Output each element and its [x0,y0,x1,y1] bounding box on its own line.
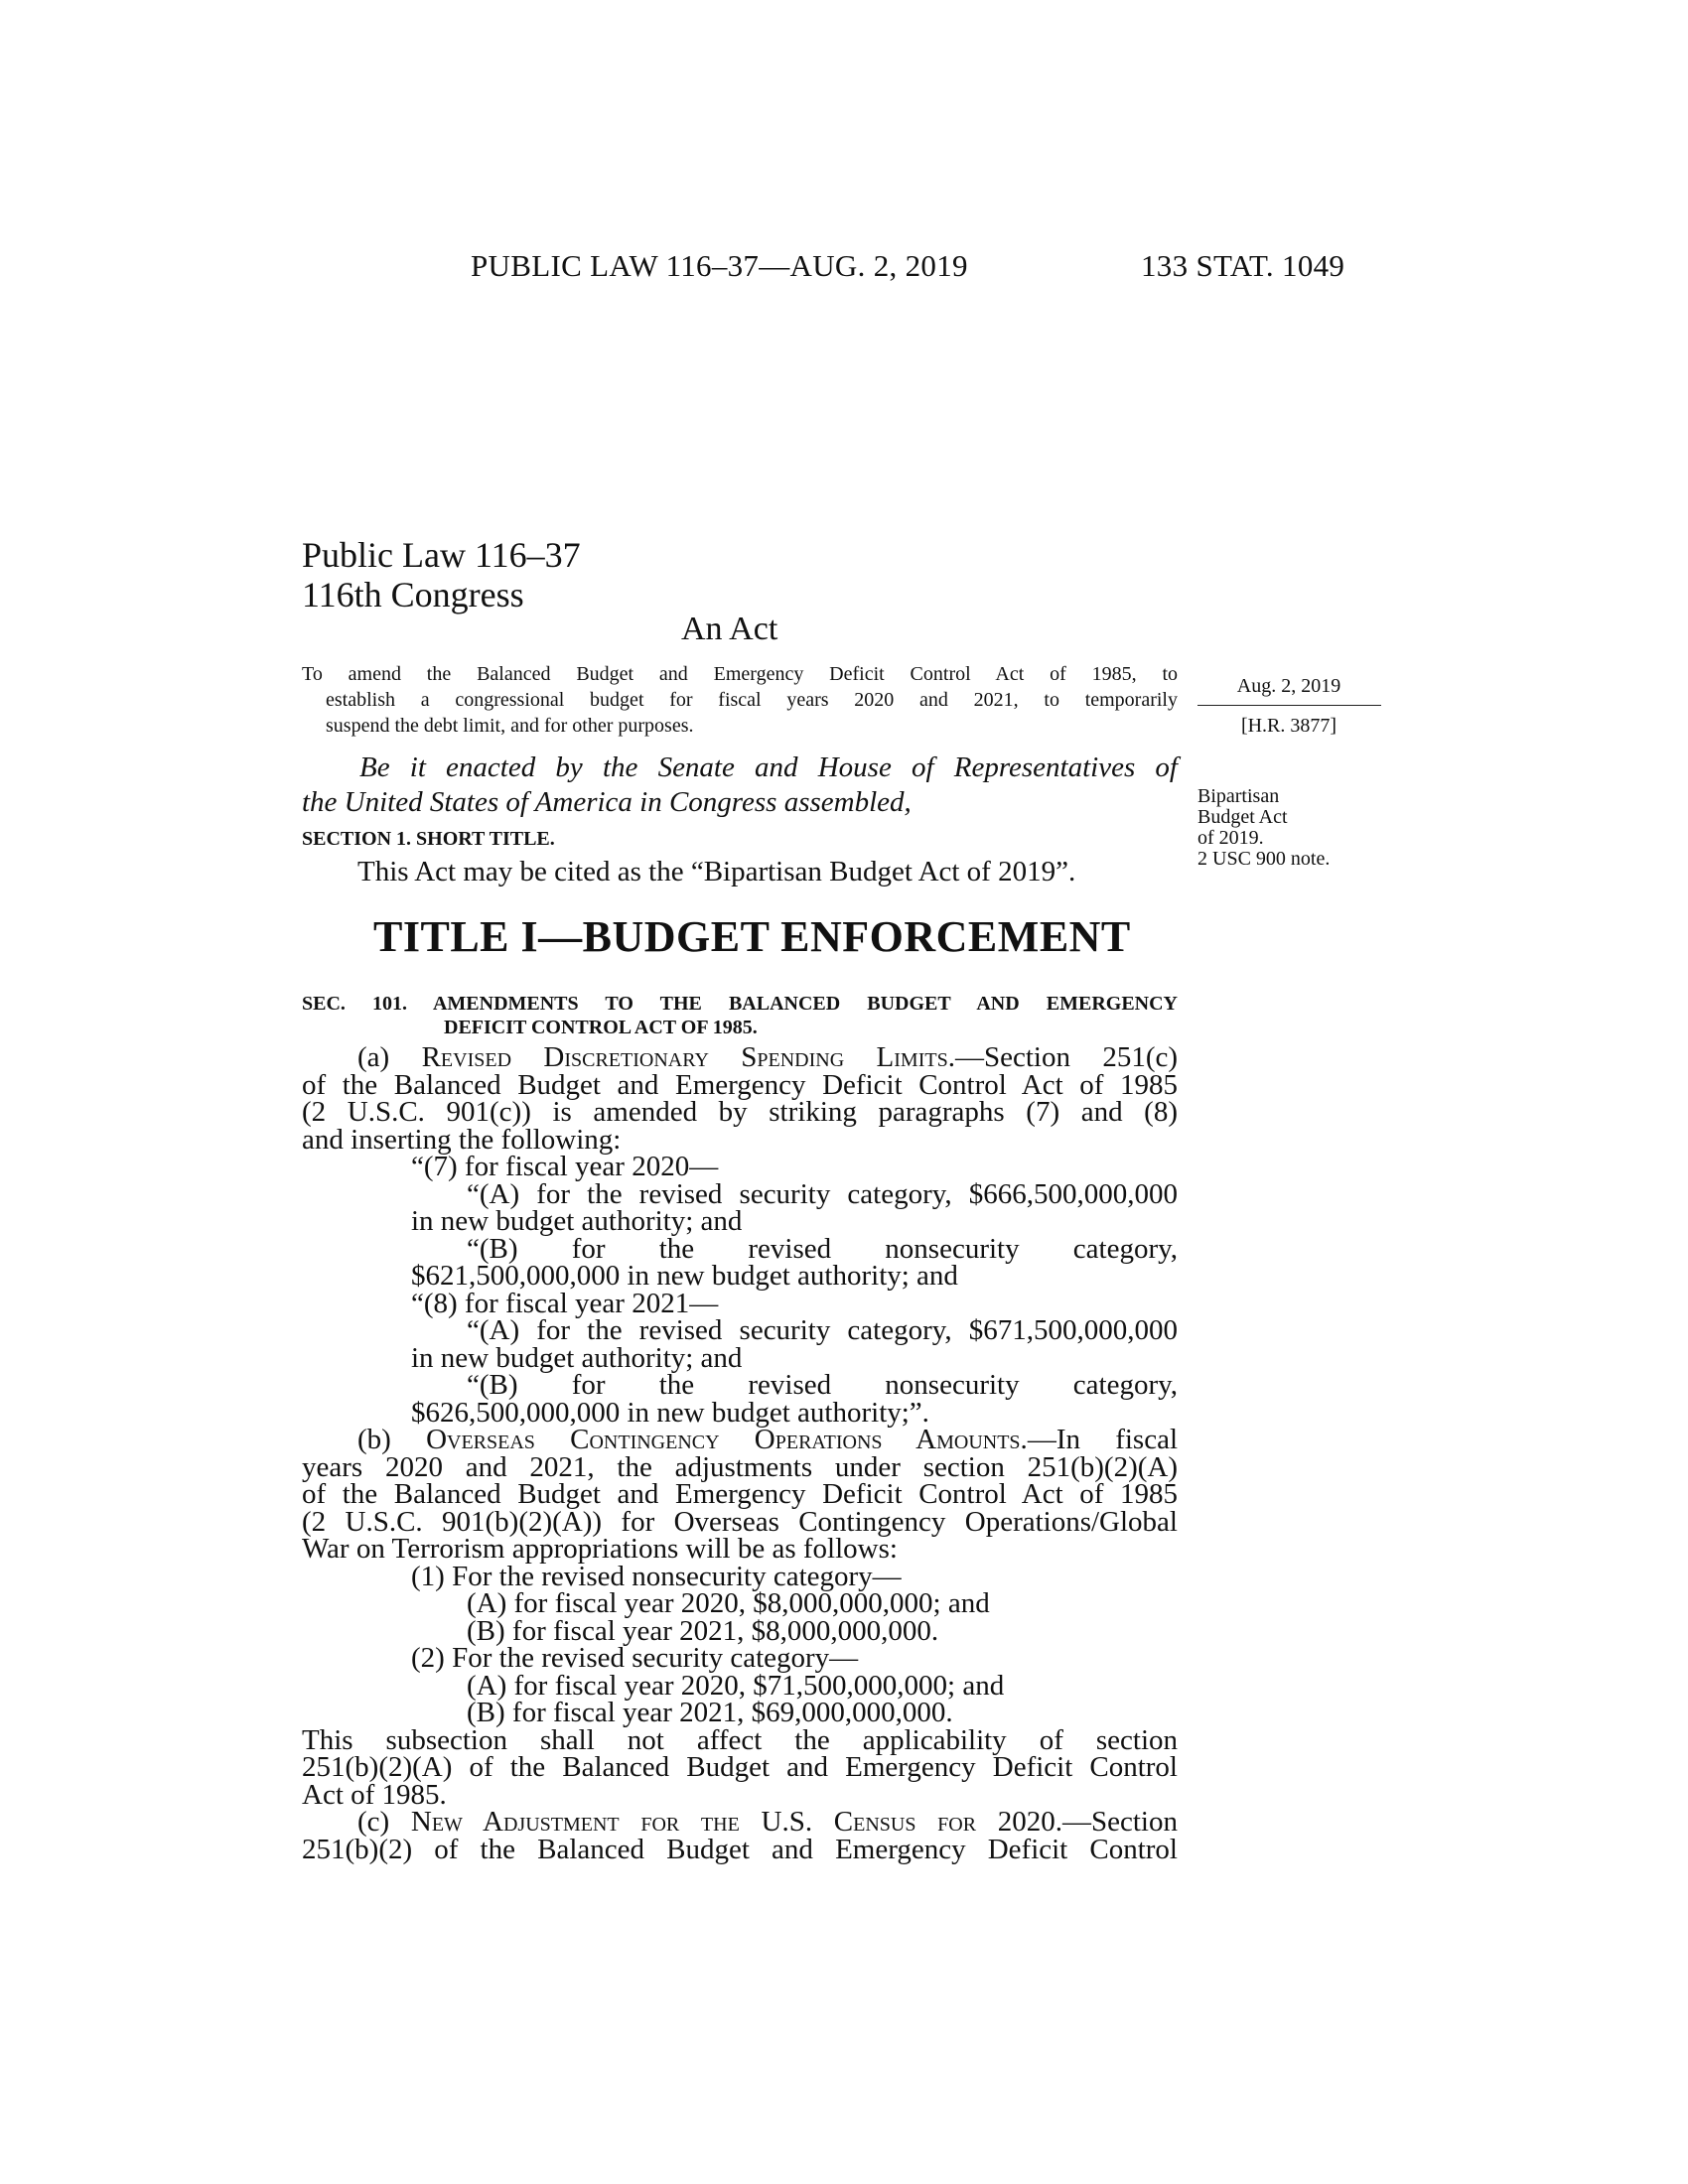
body-line: $626,500,000,000 in new budget authority;”. [411,1396,929,1429]
body-line: of the Balanced Budget and Emergency Deficit Control Act of 1985 [302,1068,1178,1101]
side-note-short-title [1197,786,1330,870]
subsection-heading: Revised Discretionary Spending Limits. [421,1041,955,1073]
body-line: War on Terrorism appropriations will be as follows: [302,1533,898,1565]
section-1-heading: SECTION 1. SHORT TITLE. [302,828,555,850]
body-line: years 2020 and 2021, the adjustments under section 251(b)(2)(A) [302,1450,1178,1483]
purpose-line: establish a congressional budget for fiscal years 2020 and 2021, to temporarily [326,689,1178,711]
section-101-heading-cont: DEFICIT CONTROL ACT OF 1985. [444,1017,758,1038]
paragraph: (1) For the revised nonsecurity category— [411,1560,902,1592]
body-line: and inserting the following: [302,1123,622,1156]
body-line: 251(b)(2)(A) of the Balanced Budget and Emergency Deficit Control [302,1751,1178,1783]
congress-number: 116th Congress [302,575,524,614]
margin-date: Aug. 2, 2019 [1236,675,1341,697]
enacting-clause [302,751,1178,820]
subsection-label: (c) [357,1806,390,1838]
text-run: —In fiscal [1027,1424,1178,1455]
body-line: in new budget authority; and [411,1341,743,1374]
enacting-line: Be it enacted by the Senate and House of Representatives of [359,751,1178,783]
body-line: $621,500,000,000 in new budget authority; and [411,1260,958,1292]
title-heading: TITLE I—BUDGET ENFORCEMENT [373,912,1131,961]
section-101-body [302,1041,1178,1865]
side-note-line: Budget Act [1197,806,1288,828]
quoted-subparagraph: “(B) for the revised nonsecurity category, [467,1369,1178,1401]
text-run: —Section 251(c) [954,1041,1178,1073]
subsection-label: (b) [357,1424,391,1455]
running-head-page-number: 133 STAT. 1049 [1141,248,1345,283]
body-line: of the Balanced Budget and Emergency Deficit Control Act of 1985 [302,1478,1178,1510]
subsection-a-line [302,1041,1178,1073]
body-line: This subsection shall not affect the applicability of section [302,1723,1178,1756]
quoted-subparagraph: “(A) for the revised security category, $666,500,000,000 [467,1177,1178,1210]
paragraph: (2) For the revised security category— [411,1642,859,1674]
quoted-paragraph: “(7) for fiscal year 2020— [411,1151,719,1182]
subsection-heading: Overseas Contingency Operations Amounts. [426,1424,1028,1455]
text-run: —Section [1062,1806,1178,1838]
act-purpose [302,661,1178,739]
body-line: Act of 1985. [302,1778,447,1811]
quoted-subparagraph: “(B) for the revised nonsecurity category, [467,1232,1178,1265]
body-line: in new budget authority; and [411,1205,743,1237]
subparagraph: (A) for fiscal year 2020, $71,500,000,000; and [467,1669,1005,1702]
side-note-line: 2 USC 900 note. [1197,848,1331,870]
public-law-number: Public Law 116–37 [302,535,581,575]
enacting-line: the United States of America in Congress assembled, [302,786,912,818]
body-line: (2 U.S.C. 901(c)) is amended by striking paragraphs (7) and (8) [302,1096,1178,1128]
subsection-b-line [302,1424,1178,1455]
side-note-line: Bipartisan [1197,785,1280,807]
subparagraph: (A) for fiscal year 2020, $8,000,000,000; and [467,1587,990,1619]
subsection-heading: New Adjustment for the U.S. Census for 2020. [410,1806,1062,1838]
act-label: An Act [681,611,778,647]
margin-divider [1197,705,1381,706]
body-line: 251(b)(2) of the Balanced Budget and Emergency Deficit Control [302,1833,1178,1865]
section-1-text: This Act may be cited as the “Bipartisan Budget Act of 2019”. [357,856,1076,887]
subparagraph: (B) for fiscal year 2021, $69,000,000,000. [467,1697,953,1728]
side-note-line: of 2019. [1197,827,1264,849]
subsection-label: (a) [357,1041,390,1073]
quoted-paragraph: “(8) for fiscal year 2021— [411,1287,719,1319]
section-101-heading: SEC. 101. AMENDMENTS TO THE BALANCED BUDGET AND EMERGENCY [302,993,1178,1015]
margin-bill-number: [H.R. 3877] [1240,715,1337,737]
running-head-left: PUBLIC LAW 116–37—AUG. 2, 2019 [471,248,968,283]
subparagraph: (B) for fiscal year 2021, $8,000,000,000. [467,1614,939,1647]
quoted-subparagraph: “(A) for the revised security category, $671,500,000,000 [467,1314,1178,1346]
purpose-line: suspend the debt limit, and for other purposes. [326,715,694,737]
body-line: (2 U.S.C. 901(b)(2)(A)) for Overseas Contingency Operations/Global [302,1505,1178,1538]
subsection-c-line [302,1806,1178,1838]
purpose-line: To amend the Balanced Budget and Emergency Deficit Control Act of 1985, to [302,663,1178,685]
